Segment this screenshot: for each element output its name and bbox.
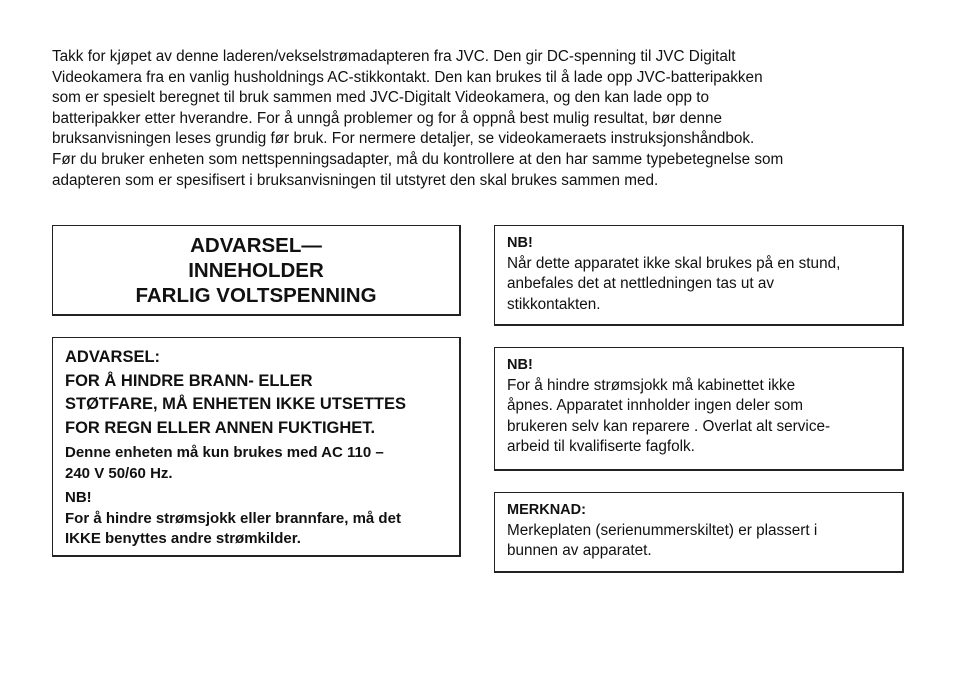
- danger-voltage-title-box: [52, 225, 461, 316]
- intro-line: Før du bruker enheten som nettspenningsadapter, må du kontrollere at den har samme typebetegnelse som: [52, 150, 784, 168]
- nb-line: For å hindre strømsjokk eller brannfare, må det: [65, 509, 401, 527]
- note-line: stikkontakten.: [507, 295, 601, 313]
- note-label: NB!: [507, 235, 533, 251]
- warning-heading-line: ADVARSEL:: [65, 348, 161, 366]
- nb-label: NB!: [65, 489, 92, 506]
- intro-paragraph: [52, 47, 902, 191]
- note-label: MERKNAD:: [507, 502, 586, 518]
- intro-line: batteripakker etter hverandre. For å unngå problemer og for å oppnå best mulig resultat, bør denne: [52, 109, 723, 127]
- warning-heading-line: FOR Å HINDRE BRANN- ELLER: [65, 371, 313, 390]
- warning-heading-line: STØTFARE, MÅ ENHETEN IKKE UTSETTES: [65, 395, 407, 413]
- note-line: arbeid til kvalifiserte fagfolk.: [507, 438, 695, 456]
- intro-line: bruksanvisningen leses grundig før bruk. For nermere detaljer, se videokameraets instruksjonshåndbok.: [52, 130, 755, 148]
- note-line: åpnes. Apparatet innholder ingen deler som: [507, 397, 803, 415]
- title-line: ADVARSEL—: [190, 233, 322, 257]
- intro-line: Videokamera fra en vanlig husholdnings AC-stikkontakt. Den kan brukes til å lade opp JVC-batteripakken: [52, 68, 763, 86]
- note-box-rating-plate: [494, 492, 904, 573]
- note-label: NB!: [507, 357, 533, 373]
- note-box-unplug: [494, 225, 904, 326]
- intro-line: adapteren som er spesifisert i bruksanvisningen til utstyret den skal brukes sammen med.: [52, 171, 659, 189]
- note-line: For å hindre strømsjokk må kabinettet ikke: [507, 376, 796, 394]
- warning-heading-line: FOR REGN ELLER ANNEN FUKTIGHET.: [65, 418, 376, 437]
- fire-shock-warning-box: [52, 337, 461, 557]
- note-line: brukeren selv kan reparere . Overlat alt service-: [507, 417, 831, 435]
- note-line: Merkeplaten (serienummerskiltet) er plassert i: [507, 521, 818, 539]
- title-line: FARLIG VOLTSPENNING: [135, 283, 377, 307]
- note-line: anbefales det at nettledningen tas ut av: [507, 275, 775, 293]
- nb-line: IKKE benyttes andre strømkilder.: [65, 530, 301, 547]
- title-line: INNEHOLDER: [188, 258, 324, 282]
- voltage-line: 240 V 50/60 Hz.: [65, 464, 173, 482]
- note-box-cabinet: [494, 347, 904, 471]
- note-line: bunnen av apparatet.: [507, 542, 652, 560]
- voltage-line: Denne enheten må kun brukes med AC 110 –: [65, 444, 384, 461]
- note-line: Når dette apparatet ikke skal brukes på en stund,: [507, 254, 841, 272]
- intro-line: Takk for kjøpet av denne laderen/vekselstrømadapteren fra JVC. Den gir DC-spenning til JVC Digitalt: [52, 48, 736, 65]
- intro-line: som er spesielt beregnet til bruk sammen med JVC-Digitalt Videokamera, og den kan lade opp to: [52, 89, 709, 107]
